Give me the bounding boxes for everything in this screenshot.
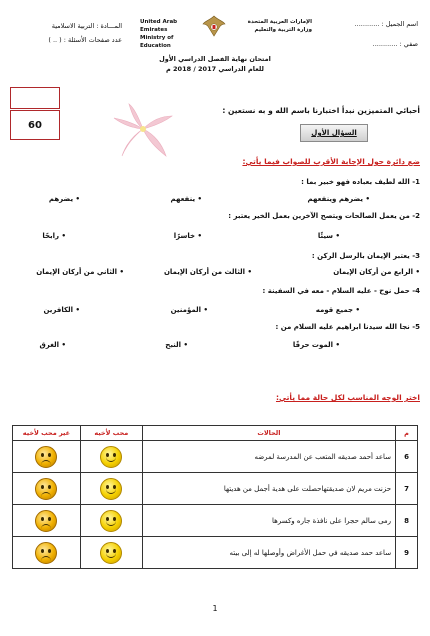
smiling-face-icon[interactable] [100,446,122,468]
row-number: 6 [396,441,418,473]
question-4: 4- حمل نوح - عليه السلام - معه في السفينة : [262,287,420,295]
subject-label: المـــادة : التربية الاسلامية [51,22,122,30]
question-3-option-b[interactable]: • الثالث من أركان الإيمان [163,268,252,276]
cases-table [12,425,418,569]
question-5-option-c[interactable]: • الموت حرقًا [292,341,340,349]
sad-face-icon[interactable] [35,542,57,564]
question-4-option-a[interactable]: • الكافرين [43,306,80,314]
header-cases: الحالات [142,426,395,441]
question-1-option-c[interactable]: • يضرهم وينفعهم [307,195,370,203]
question-2: 2- من يعمل الصالحات ويتصح الآخرين بعمل الخير يعتبر : [228,212,420,220]
question-2-option-b[interactable]: • خاسرًا [173,232,202,240]
row-case-text: ساعد أحمد صديقه المتعب عن المدرسة لمرضه [142,441,395,473]
sad-face-icon[interactable] [35,510,57,532]
question-3-option-c[interactable]: • الرابع من أركان الإيمان [333,268,420,276]
exam-title: امتحان نهاية الفصل الدراسي الأول للعام الدراسي 2017 / 2018 م [159,55,271,73]
row-case-text: رمى سالم حجرا على نافذة جاره وكسرها [142,505,395,537]
row-number: 7 [396,473,418,505]
score-total: 60 [10,110,60,140]
row-case-text: حزنت مريم لان صديقتهاحصلت على هدية أجمل من هديتها [142,473,395,505]
row-number: 9 [396,537,418,569]
question-5: 5- نجا الله سيدنا ابراهيم عليه السلام من : [275,323,420,331]
page-number: 1 [212,604,218,613]
uae-emblem-icon [201,14,227,38]
pages-label: عدد صفحات الأسئلة : ( .. ) [48,36,122,44]
frown-option[interactable] [13,473,81,505]
ministry-ar: الإمارات العربية المتحدة وزارة التربية والتعليم [247,19,312,33]
section-one-heading: السؤال الأول [300,124,368,142]
header-not-loving: غير محب لأخيه [13,426,81,441]
header-number: م [396,426,418,441]
student-name-line: اسم الجميل : ............ [354,20,418,28]
question-1-option-b[interactable]: • ينفعهم [170,195,202,203]
question-4-option-c[interactable]: • جميع قومه [315,306,360,314]
question-3: 3- يعتبر الإيمان بالرسل الركن : [311,252,420,260]
table-row [13,537,418,569]
smile-option[interactable] [80,473,142,505]
frown-option[interactable] [13,505,81,537]
smile-option[interactable] [80,505,142,537]
sad-face-icon[interactable] [35,446,57,468]
question-1-option-a[interactable]: • يضرهم [48,195,80,203]
table-row [13,505,418,537]
table-row [13,441,418,473]
row-number: 8 [396,505,418,537]
smiling-face-icon[interactable] [100,510,122,532]
question-1: 1- الله لطيف بعباده فهو خبير بما : [301,178,420,186]
intro-text: أحبائي المتميزين نبدأ اختبارنا باسم الله و به نستعين : [222,106,420,115]
question-4-option-b[interactable]: • المؤمنين [170,306,208,314]
question-2-option-c[interactable]: • سيئًا [317,232,340,240]
header-loving: محب لأخيه [80,426,142,441]
question-5-option-b[interactable]: • النبح [165,341,188,349]
sad-face-icon[interactable] [35,478,57,500]
section-two-instruction: اختر الوجه المناسب لكل حالة مما يأتي: [275,393,420,402]
smiling-face-icon[interactable] [100,542,122,564]
question-3-option-a[interactable]: • الثاني من أركان الإيمان [36,268,124,276]
question-2-option-a[interactable]: • رابحًا [42,232,66,240]
score-empty-box [10,87,60,109]
ministry-en: United Arab Emirates Ministry of Education [140,19,178,49]
smiling-face-icon[interactable] [100,478,122,500]
question-5-option-a[interactable]: • الغرق [39,341,66,349]
row-case-text: ساعد حمد صديقه في حمل الأغراض وأوصلها له إلى بيته [142,537,395,569]
student-class-line: صفي : ............ [372,40,418,48]
flower-icon [112,102,174,158]
smile-option[interactable] [80,537,142,569]
frown-option[interactable] [13,537,81,569]
section-one-instruction: ضع دائرة حول الإجابة الأقرب للصواب فيما يأتي: [242,157,420,166]
table-row [13,473,418,505]
frown-option[interactable] [13,441,81,473]
smile-option[interactable] [80,441,142,473]
table-header-row [13,426,418,441]
